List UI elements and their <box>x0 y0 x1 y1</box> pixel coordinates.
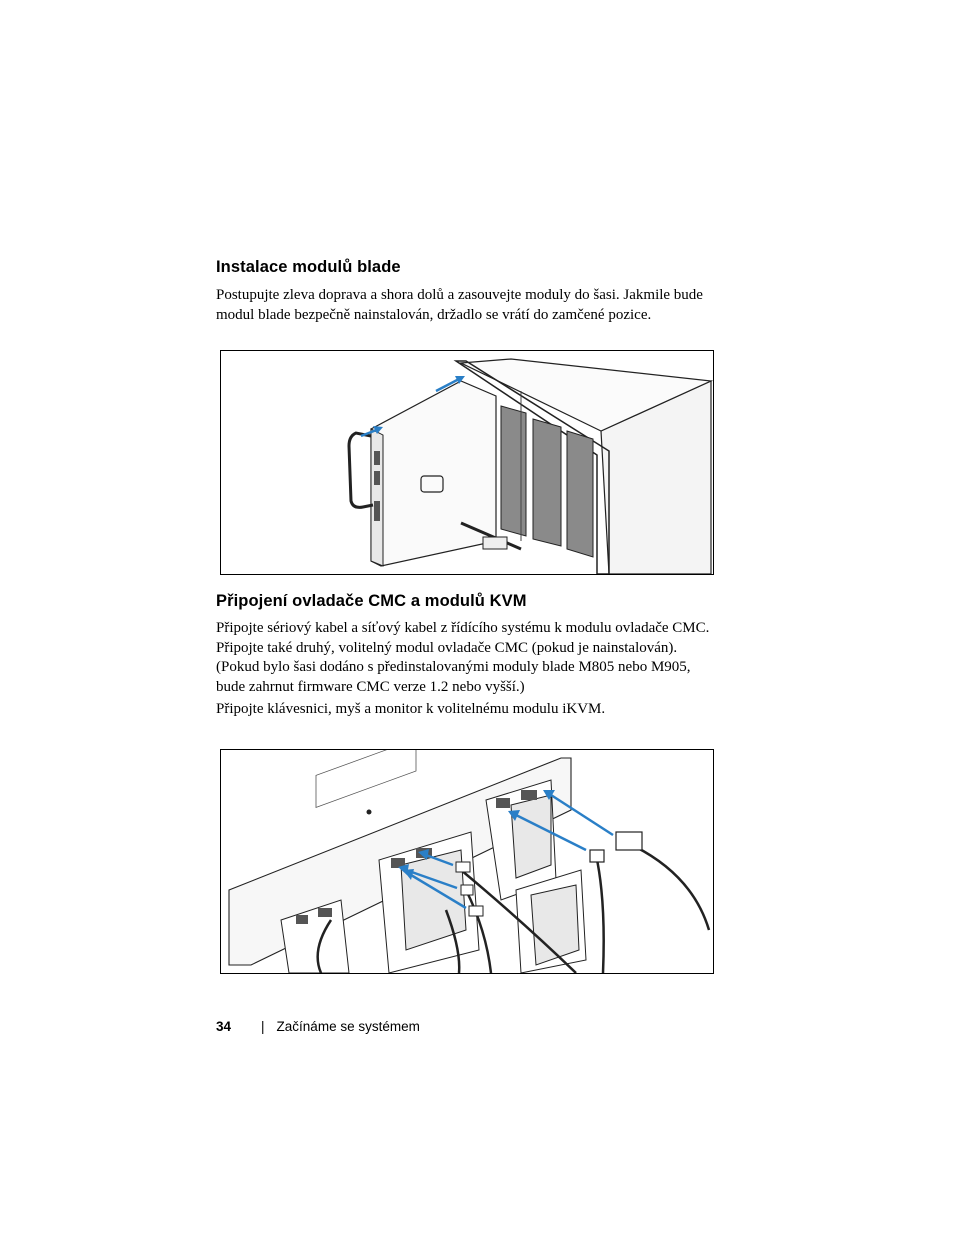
section-paragraph-ikvm <box>216 700 726 720</box>
page-footer <box>216 1019 420 1034</box>
paragraph-line: (Pokud bylo šasi dodáno s předinstalovanými moduly blade M805 nebo M905, <box>216 659 691 675</box>
cmc-kvm-illustration <box>221 750 713 973</box>
section-paragraph-blade-install <box>216 286 726 325</box>
blade-chassis-illustration <box>221 351 713 574</box>
paragraph-line: modul blade bezpečně nainstalován, držadlo se vrátí do zamčené pozice. <box>216 306 652 323</box>
paragraph-line: Postupujte zleva doprava a shora dolů a zasouvejte moduly do šasi. Jakmile bude <box>216 287 703 303</box>
section-heading-cmc-kvm: Připojení ovladače CMC a modulů KVM <box>216 592 527 610</box>
paragraph-line: Připojte sériový kabel a síťový kabel z řídícího systému k modulu ovladače CMC. <box>216 620 710 636</box>
figure-cmc-kvm-connection <box>220 749 714 974</box>
section-heading-blade-install: Instalace modulů blade <box>216 258 401 276</box>
paragraph-line: Připojte klávesnici, myš a monitor k volitelnému modulu iKVM. <box>216 701 606 717</box>
paragraph-line: Připojte také druhý, volitelný modul ovladače CMC (pokud je nainstalován). <box>216 639 678 656</box>
section-paragraph-cmc-kvm <box>216 619 726 697</box>
footer-separator: | <box>261 1019 265 1034</box>
page-number: 34 <box>216 1019 232 1034</box>
paragraph-line: bude zahrnut firmware CMC verze 1.2 nebo vyšší.) <box>216 678 525 695</box>
footer-title: Začínáme se systémem <box>276 1019 420 1034</box>
figure-blade-installation <box>220 350 714 575</box>
